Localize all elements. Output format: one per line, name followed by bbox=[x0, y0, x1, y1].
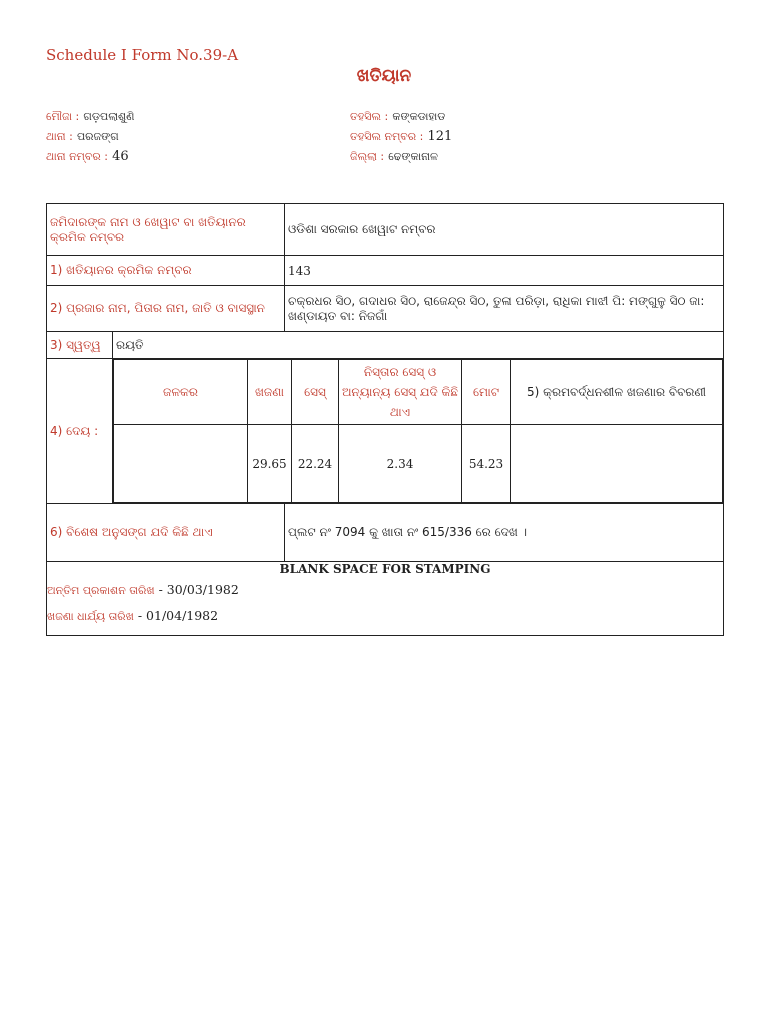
dues-header-row bbox=[114, 360, 723, 425]
serial-value: 143 bbox=[285, 256, 724, 286]
meta-district-value: ଢେଙ୍କାନାଳ bbox=[388, 150, 438, 163]
final-publication-value: - 30/03/1982 bbox=[154, 582, 239, 597]
meta-tahasil-number bbox=[350, 127, 452, 147]
meta-mouza-label: ମୌଜା : bbox=[46, 110, 80, 123]
dues-header-rent: ଖଜଣା bbox=[248, 360, 292, 425]
dues-value-row bbox=[114, 425, 723, 503]
table-row bbox=[47, 286, 724, 332]
meta-tahasil bbox=[350, 107, 452, 127]
stamp-heading: BLANK SPACE FOR STAMPING bbox=[279, 562, 491, 576]
dues-header-water-tax: ଜଳକର bbox=[114, 360, 248, 425]
zamindar-value: ଓଡିଶା ସରକାର ଖେୱାଟ ନମ୍ବର bbox=[285, 204, 724, 256]
table-row bbox=[47, 204, 724, 256]
right-label: 3) ସ୍ୱତ୍ୱ bbox=[47, 332, 113, 359]
tenant-label: 2) ପ୍ରଜାର ନାମ, ପିତାର ନାମ, ଜାତି ଓ ବାସସ୍ଥାନ bbox=[47, 286, 285, 332]
meta-tahasil-number-label: ତହସିଲ ନମ୍ବର : bbox=[350, 130, 424, 143]
rent-fixation-label: ଖଜଣା ଧାର୍ଯ୍ୟ ତାରିଖ bbox=[47, 610, 134, 623]
meta-thana-value: ପରଜଙ୍ଗ bbox=[76, 130, 119, 143]
stamp-cell bbox=[47, 562, 724, 636]
meta-tahasil-label: ତହସିଲ : bbox=[350, 110, 389, 123]
table-row bbox=[47, 256, 724, 286]
meta-mouza bbox=[46, 107, 135, 127]
rent-fixation-date bbox=[47, 608, 723, 624]
table-row bbox=[47, 562, 724, 636]
dues-header-progressive: 5) କ୍ରମବର୍ଦ୍ଧନଶୀଳ ଖଜଣାର ବିବରଣୀ bbox=[511, 360, 723, 425]
final-publication-label: ଅନ୍ତିମ ପ୍ରକାଶନ ତାରିଖ bbox=[47, 584, 155, 597]
dues-value-total: 54.23 bbox=[462, 425, 511, 503]
dues-header-other-cess: ନିସ୍ତାର ସେସ୍ ଓ ଅନ୍ୟାନ୍ୟ ସେସ୍ ଯଦି କିଛି ଥାଏ bbox=[339, 360, 462, 425]
meta-tahasil-value: କଙ୍କଡାହାଡ bbox=[392, 110, 446, 123]
meta-right-block bbox=[350, 107, 452, 167]
dues-header-total: ମୋଟ bbox=[462, 360, 511, 425]
meta-district-label: ଜିଲ୍ଲା : bbox=[350, 150, 385, 163]
dues-table bbox=[113, 359, 723, 503]
meta-district bbox=[350, 147, 452, 167]
dues-value-other-cess: 2.34 bbox=[339, 425, 462, 503]
form-number: Schedule I Form No.39-A bbox=[46, 46, 239, 64]
meta-thana-number bbox=[46, 147, 135, 167]
right-value: ରୟତି bbox=[113, 332, 724, 359]
dues-value-rent: 29.65 bbox=[248, 425, 292, 503]
dues-header-cess: ସେସ୍ bbox=[292, 360, 339, 425]
zamindar-label: ଜମିଦାରଙ୍କ ନାମ ଓ ଖେୱାଟ ବା ଖତିୟାନର କ୍ରମିକ ନମ୍ବର bbox=[47, 204, 285, 256]
meta-left-block bbox=[46, 107, 135, 167]
dues-value-progressive bbox=[511, 425, 723, 503]
table-row bbox=[47, 504, 724, 562]
serial-label: 1) ଖତିୟାନର କ୍ରମିକ ନମ୍ବର bbox=[47, 256, 285, 286]
tenant-value: ଚକ୍ରଧର ସିଠ, ଗଦାଧର ସିଠ, ରାଜେନ୍ଦ୍ର ସିଠ, ତୁଳା ପରିଡ଼ା, ରାଧିକା ମାଝୀ ପି: ମଙ୍ଗୁଳୁ ସିଠ ଜା: ଖଣ୍ଡାୟତ ବା: ନିଜଗାଁ bbox=[285, 286, 724, 332]
rent-fixation-value: - 01/04/1982 bbox=[133, 608, 219, 623]
remarks-value: ପ୍ଲଟ ନଂ 7094 କୁ ଖାତା ନଂ 615/336 ରେ ଦେଖ । bbox=[285, 504, 724, 562]
dues-cell bbox=[113, 359, 724, 504]
meta-thana-number-label: ଥାନା ନମ୍ବର : bbox=[46, 150, 108, 163]
final-publication-date bbox=[47, 582, 723, 598]
meta-tahasil-number-value: 121 bbox=[427, 129, 453, 144]
table-row bbox=[47, 332, 724, 359]
remarks-label: 6) ବିଶେଷ ଅନୁସଙ୍ଗ ଯଦି କିଛି ଥାଏ bbox=[47, 504, 285, 562]
dues-label: 4) ଦେୟ : bbox=[47, 359, 113, 504]
khatiyan-table bbox=[46, 203, 724, 636]
meta-thana-label: ଥାନା : bbox=[46, 130, 73, 143]
meta-thana-number-value: 46 bbox=[112, 149, 129, 164]
meta-thana bbox=[46, 127, 135, 147]
dues-value-water-tax bbox=[114, 425, 248, 503]
table-row bbox=[47, 359, 724, 504]
meta-mouza-value: ଗଡ଼ପଲାଶୁଣି bbox=[83, 110, 135, 123]
dues-value-cess: 22.24 bbox=[292, 425, 339, 503]
page-title: ଖତିୟାନ bbox=[356, 66, 412, 86]
